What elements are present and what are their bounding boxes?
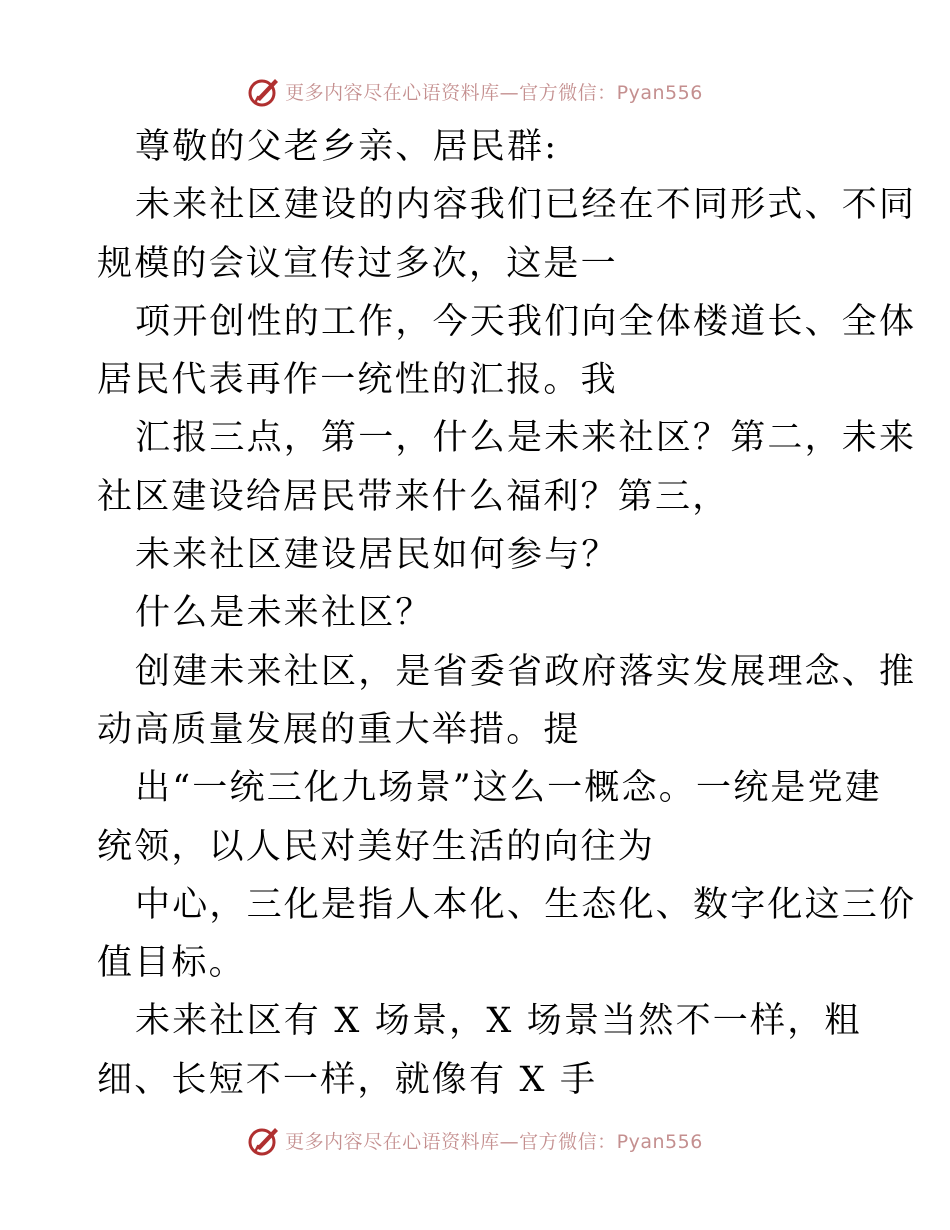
text-line: 创建未来社区，是省委省政府落实发展理念、推 — [135, 651, 917, 692]
text-line: 项开创性的工作，今天我们向全体楼道长、全体 — [135, 301, 917, 342]
quill-logo-icon — [247, 1123, 281, 1157]
document-body — [97, 118, 917, 1109]
text-line: 值目标。 — [97, 943, 246, 984]
text-line: 什么是未来社区？ — [135, 593, 433, 634]
watermark-header — [0, 71, 950, 111]
text-line: 居民代表再作一统性的汇报。我 — [97, 360, 618, 401]
text-line: 中心，三化是指人本化、生态化、数字化这三价 — [135, 884, 917, 925]
text-line: 出“一统三化九场景”这么一概念。一统是党建 — [135, 768, 882, 809]
quill-logo-icon — [247, 74, 281, 108]
watermark-footer — [0, 1120, 950, 1160]
text-line: 未来社区建设的内容我们已经在不同形式、不同 — [135, 185, 917, 226]
text-line: 未来社区建设居民如何参与？ — [135, 535, 619, 576]
text-line: 未来社区有 X 场景，X 场景当然不一样，粗 — [135, 1001, 862, 1042]
text-line: 尊敬的父老乡亲、居民群: — [135, 127, 559, 167]
watermark-text: 更多内容尽在心语资料库—官方微信：Pyan556 — [285, 81, 703, 104]
watermark-text: 更多内容尽在心语资料库—官方微信：Pyan556 — [285, 1130, 703, 1153]
text-line: 社区建设给居民带来什么福利？第三， — [97, 476, 730, 517]
text-line: 统领，以人民对美好生活的向往为 — [97, 826, 656, 867]
text-line: 动高质量发展的重大举措。提 — [97, 709, 581, 750]
text-line: 规模的会议宣传过多次，这是一 — [97, 243, 618, 284]
text-line: 细、长短不一样，就像有 X 手 — [97, 1059, 598, 1100]
text-line: 汇报三点，第一，什么是未来社区？第二，未来 — [135, 418, 917, 459]
